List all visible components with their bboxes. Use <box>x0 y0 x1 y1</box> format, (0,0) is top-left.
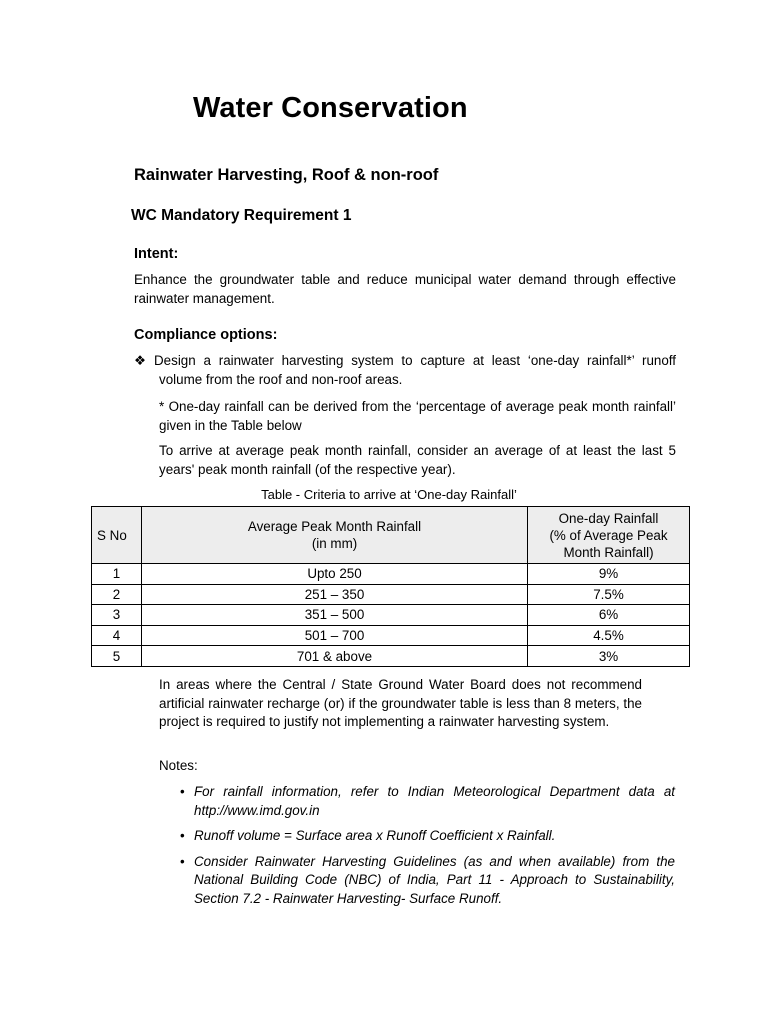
table-row <box>92 584 690 605</box>
diamond-bullet-icon: ❖ <box>134 353 147 368</box>
groundwater-note: In areas where the Central / State Ground Water Board does not recommend artificial rainwater recharge (or) if the groundwater table is less than 8 meters, the project is required to justify not implementing a rainwater harvesting system. <box>159 677 642 729</box>
cell-percent: 4.5% <box>528 625 690 646</box>
compliance-bullet-line1: Design a rainwater harvesting system to capture at least ‘one-day rainfall*’ runoff <box>154 353 676 368</box>
cell-sno: 2 <box>92 584 142 605</box>
bullet-dot-icon: • <box>180 828 185 843</box>
average-note-text: To arrive at average peak month rainfall, consider an average of at least the last 5 years' peak month rainfall (of the respective year). <box>159 443 676 477</box>
bullet-dot-icon: • <box>180 784 185 799</box>
cell-sno: 1 <box>92 564 142 585</box>
cell-rainfall: 501 – 700 <box>142 625 528 646</box>
note-item <box>180 827 675 846</box>
cell-percent: 6% <box>528 605 690 626</box>
page-title: Water Conservation <box>193 92 468 124</box>
header-percent-line3: Month Rainfall) <box>563 544 654 560</box>
header-percent-line2: (% of Average Peak <box>549 527 668 543</box>
cell-rainfall: 251 – 350 <box>142 584 528 605</box>
header-rainfall-line2: (in mm) <box>311 536 358 551</box>
note-text: Runoff volume = Surface area x Runoff Coefficient x Rainfall. <box>194 828 556 843</box>
table-row <box>92 646 690 667</box>
footnote-text: * One-day rainfall can be derived from the ‘percentage of average peak month rainfall’ given in the Table below <box>159 399 676 433</box>
bullet-dot-icon: • <box>180 853 185 869</box>
cell-percent: 9% <box>528 564 690 585</box>
intent-heading: Intent: <box>134 246 179 262</box>
table-row <box>92 625 690 646</box>
section-heading: Rainwater Harvesting, Roof & non-roof <box>134 166 439 184</box>
cell-sno: 4 <box>92 625 142 646</box>
note-item <box>180 783 675 820</box>
compliance-bullet <box>134 351 676 389</box>
intent-text: Enhance the groundwater table and reduce municipal water demand through effective rainwater management. <box>134 272 676 306</box>
note-item <box>180 853 675 909</box>
header-percent <box>528 507 690 564</box>
cell-rainfall: 701 & above <box>142 646 528 667</box>
header-percent-line1: One-day Rainfall <box>558 510 659 526</box>
notes-list <box>180 783 675 915</box>
rainfall-criteria-table <box>91 506 690 667</box>
compliance-heading: Compliance options: <box>134 327 278 343</box>
table-row <box>92 564 690 585</box>
cell-sno: 5 <box>92 646 142 667</box>
note-text: For rainfall information, refer to Indian Meteorological Department data at http://www.imd.gov.in <box>194 784 675 818</box>
table-row <box>92 605 690 626</box>
table-header-row <box>92 507 690 564</box>
header-rainfall <box>142 507 528 564</box>
cell-percent: 3% <box>528 646 690 667</box>
cell-percent: 7.5% <box>528 584 690 605</box>
header-sno: S No <box>92 507 142 564</box>
cell-rainfall: 351 – 500 <box>142 605 528 626</box>
cell-sno: 3 <box>92 605 142 626</box>
compliance-bullet-line2: volume from the roof and non-roof areas. <box>159 372 403 387</box>
table-caption: Table - Criteria to arrive at ‘One-day Rainfall’ <box>261 487 517 502</box>
header-rainfall-line1: Average Peak Month Rainfall <box>247 519 422 534</box>
notes-heading: Notes: <box>159 758 198 773</box>
cell-rainfall: Upto 250 <box>142 564 528 585</box>
note-text: Consider Rainwater Harvesting Guidelines (as and when available) from the National Building Code (NBC) of India, Part 11 - Approach to Sustainability, Section 7.2 - Rainwater Harvesting- Surface Runoff. <box>194 853 675 906</box>
requirement-heading: WC Mandatory Requirement 1 <box>131 207 352 224</box>
